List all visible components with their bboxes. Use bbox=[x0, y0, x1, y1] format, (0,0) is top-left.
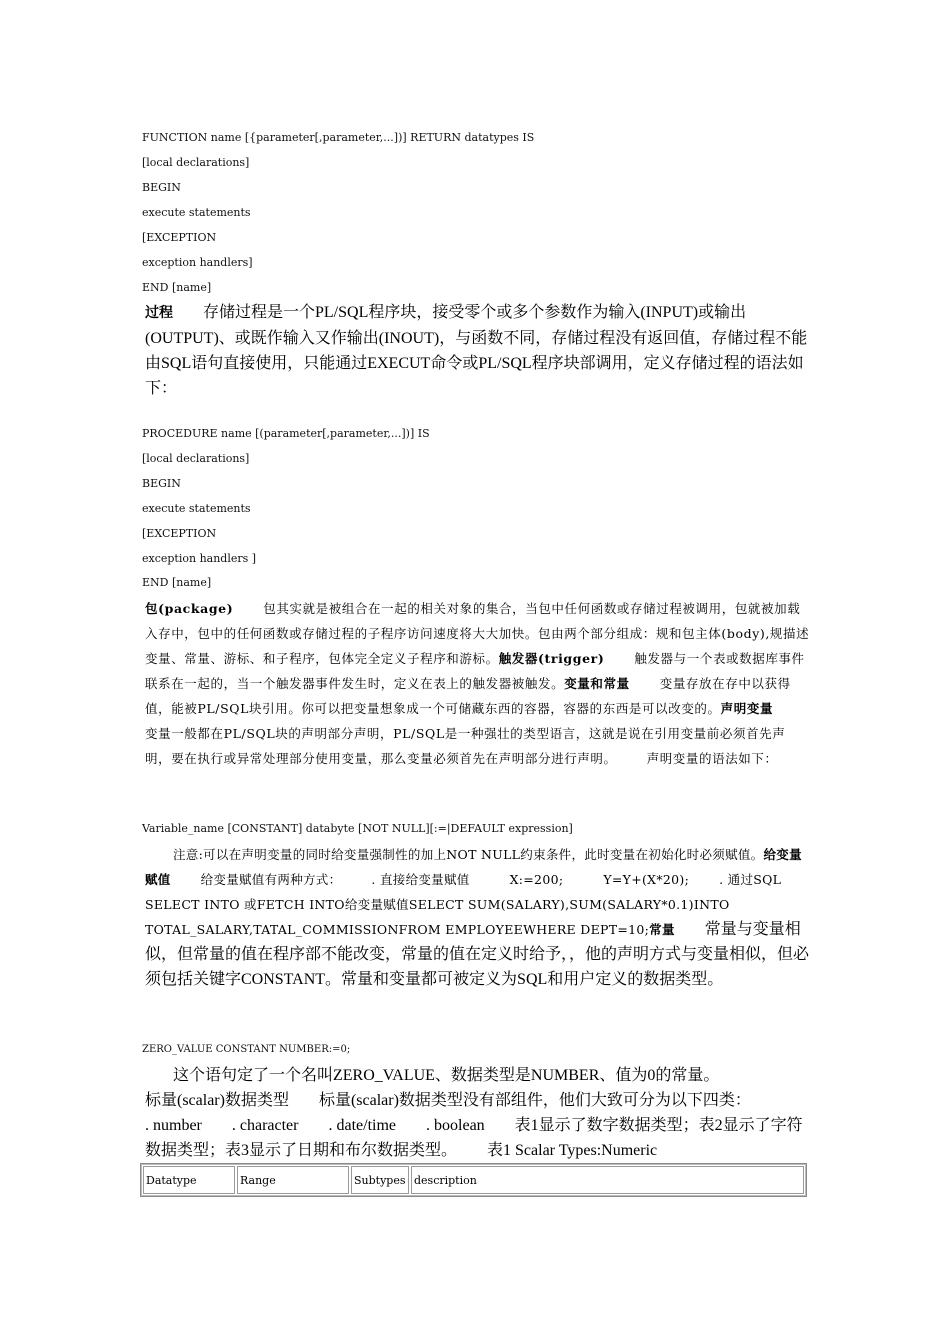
header-range: Range bbox=[237, 1166, 349, 1194]
constant-syntax: ZERO_VALUE CONSTANT NUMBER:=0; bbox=[142, 1044, 351, 1055]
variable-text: 变量存放在存中以获得值，能被PL/SQL块引用。你可以把变量想象成一个可储藏东西的容器，容器的东西是可以改变的。 bbox=[145, 676, 791, 716]
package-text: 包其实就是被组合在一起的相关对象的集合，当包中任何函数或存储过程被调用，包就被加载入存中，包中的任何函数或存储过程的子程序访问速度将大大加快。包由两个部分组成：规和包主体(body),规描述变量、常量、游标、和子程序，包体完全定义子程序和游标。 bbox=[145, 601, 810, 666]
numeric-types-table bbox=[140, 1163, 807, 1197]
code-line: END [name] bbox=[142, 281, 212, 294]
note-text: 注意:可以在声明变量的同时给变量强制性的加上NOT NULL约束条件，此时变量在初始化时必须赋值。 bbox=[173, 847, 764, 862]
variable-heading: 变量和常量 bbox=[564, 676, 630, 691]
code-line: exception handlers] bbox=[142, 256, 253, 269]
trigger-text: 触发器与一个表或数据库事件联系在一起的，当一个触发器事件发生时，定义在表上的触发器被触发。 bbox=[145, 651, 805, 691]
scalar-paragraph bbox=[145, 1063, 810, 1163]
table-caption: 表1 Scalar Types:Numeric bbox=[487, 1142, 658, 1159]
code-line: PROCEDURE name [(parameter[,parameter,...])] IS bbox=[142, 427, 430, 440]
tables-description: 表1显示了数字数据类型；表2显示了字符数据类型；表3显示了日期和布尔数据类型。 bbox=[145, 1117, 803, 1159]
procedure-text: 存储过程是一个PL/SQL程序块，接受零个或多个参数作为输入(INPUT)或输出(OUTPUT)、或既作输入又作输出(INOUT)，与函数不同，存储过程没有返回值，存储过程不能由SQL语句直接使用，只能通过EXECUT命令或PL/SQL程序块部调用，定义存储过程的语法如下： bbox=[145, 304, 808, 397]
type-character: . character bbox=[231, 1117, 299, 1134]
assign-example1: X:=200; bbox=[509, 872, 564, 887]
code-line: END [name] bbox=[142, 576, 212, 589]
type-datetime: . date/time bbox=[328, 1117, 397, 1134]
declare-text: 变量一般都在PL/SQL块的声明部分声明，PL/SQL是一种强壮的类型语言，这就是说在引用变量前必须首先声明，要在执行或异常处理部分使用变量，那么变量必须首先在声明部分进行声明。 bbox=[145, 726, 786, 766]
assign-heading: 给变量赋值 bbox=[145, 847, 802, 887]
assign-example2: Y=Y+(X*20); bbox=[603, 872, 690, 887]
assign-intro: 给变量赋值有两种方式： bbox=[200, 872, 342, 887]
constant-heading: 常量 bbox=[649, 922, 675, 937]
code-line: execute statements bbox=[142, 502, 251, 515]
type-boolean: . boolean bbox=[426, 1117, 485, 1134]
code-line: FUNCTION name [{parameter[,parameter,...])] RETURN datatypes IS bbox=[142, 131, 535, 144]
declare-tail: 声明变量的语法如下： bbox=[646, 751, 778, 766]
header-subtypes: Subtypes bbox=[351, 1166, 409, 1194]
assign-way1: . 直接给变量赋值 bbox=[371, 872, 470, 887]
code-line: [EXCEPTION bbox=[142, 527, 217, 540]
code-line: execute statements bbox=[142, 206, 251, 219]
package-heading: 包(package) bbox=[145, 601, 234, 616]
code-line: BEGIN bbox=[142, 477, 181, 490]
constant-text: 常量与变量相似，但常量的值在程序部不能改变，常量的值在定义时给予，，他的声明方式与变量相似，但必须包括关键字CONSTANT。常量和变量都可被定义为SQL和用户定义的数据类型。 bbox=[145, 921, 810, 988]
package-paragraph bbox=[145, 596, 810, 771]
scalar-text: 标量(scalar)数据类型没有部组件，他们大致可分为以下四类： bbox=[318, 1092, 751, 1109]
note-paragraph bbox=[145, 842, 810, 992]
type-number: . number bbox=[145, 1117, 202, 1134]
trigger-heading: 触发器(trigger) bbox=[498, 651, 605, 666]
header-description: description bbox=[411, 1166, 804, 1194]
table-header-row bbox=[143, 1166, 804, 1194]
code-line: [EXCEPTION bbox=[142, 231, 217, 244]
procedure-heading: 过程 bbox=[145, 305, 173, 321]
variable-syntax: Variable_name [CONSTANT] databyte [NOT NULL][:=|DEFAULT expression] bbox=[142, 822, 573, 835]
procedure-paragraph bbox=[145, 300, 810, 401]
code-line: [local declarations] bbox=[142, 156, 250, 169]
code-line: BEGIN bbox=[142, 181, 181, 194]
declare-heading: 声明变量 bbox=[720, 701, 774, 716]
code-line: exception handlers ] bbox=[142, 552, 257, 565]
header-datatype: Datatype bbox=[143, 1166, 235, 1194]
constant-explanation: 这个语句定了一个名叫ZERO_VALUE、数据类型是NUMBER、值为0的常量。 bbox=[173, 1067, 720, 1084]
code-line: [local declarations] bbox=[142, 452, 250, 465]
scalar-heading: 标量(scalar)数据类型 bbox=[145, 1092, 289, 1109]
assign-way2: . 通过SQL SELECT INTO 或FETCH INTO给变量赋值SELECT SUM(SALARY),SUM(SALARY*0.1)INTO TOTAL_SALARY,TATAL_COMMISSIONFROM EMPLOYEEWHERE DEPT=10; bbox=[145, 872, 782, 937]
